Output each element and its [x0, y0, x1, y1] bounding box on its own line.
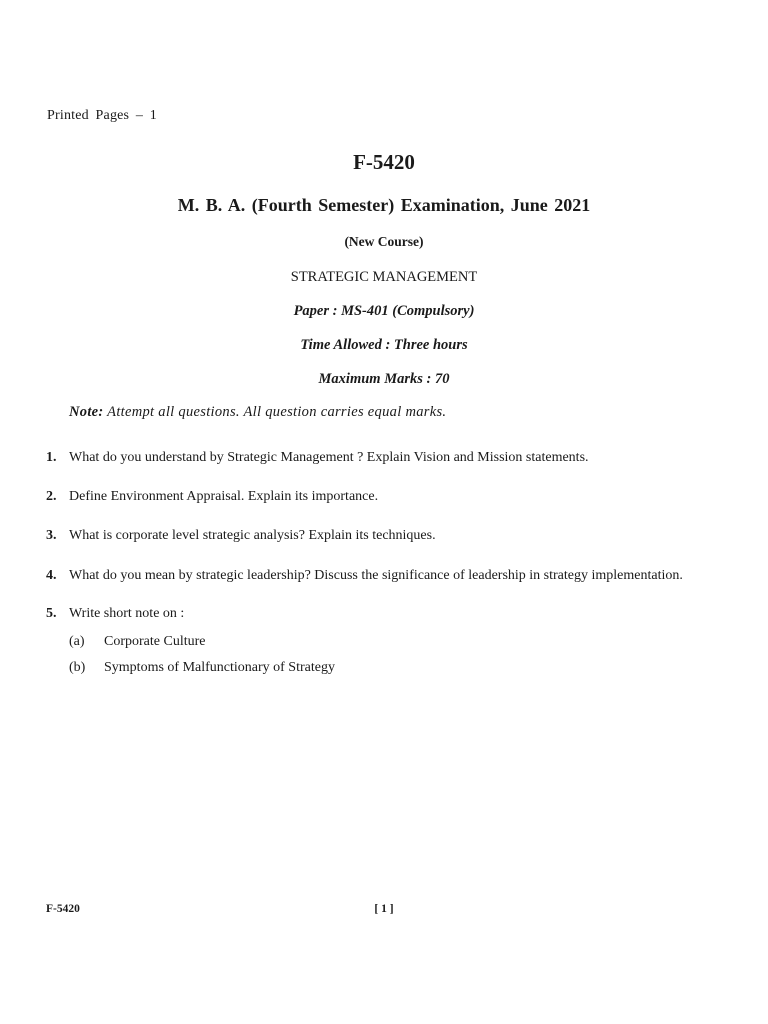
question-3 — [46, 528, 436, 544]
course-label: (New Course) — [344, 234, 424, 249]
question-text: What do you mean by strategic leadership? Discuss the significance of leadership in strategy implementation. — [69, 568, 683, 583]
note-label: Note: — [69, 404, 104, 420]
subpart-text: Corporate Culture — [104, 634, 206, 649]
subpart-label: (b) — [69, 660, 86, 675]
subpart-text: Symptoms of Malfunctionary of Strategy — [104, 660, 335, 675]
question-number: 2. — [46, 489, 57, 504]
time-allowed: Time Allowed : Three hours — [300, 337, 468, 353]
note-text: Attempt all questions. All question carries equal marks. — [103, 404, 447, 420]
question-number: 3. — [46, 528, 57, 543]
footer-paper-code: F-5420 — [46, 903, 80, 915]
subpart-b — [69, 660, 335, 676]
question-number: 4. — [46, 568, 57, 583]
subpart-label: (a) — [69, 634, 85, 649]
exam-title: M. B. A. (Fourth Semester) Examination, June 2021 — [177, 195, 591, 215]
question-2 — [46, 489, 378, 505]
instructions-note — [69, 404, 446, 421]
subpart-a — [69, 634, 205, 650]
subject-title: STRATEGIC MANAGEMENT — [290, 269, 478, 285]
question-1 — [46, 450, 589, 466]
footer-page-number: [ 1 ] — [374, 903, 394, 915]
question-text: What do you understand by Strategic Management ? Explain Vision and Mission statements. — [69, 450, 589, 465]
question-5 — [46, 606, 184, 622]
question-text: What is corporate level strategic analysis? Explain its techniques. — [69, 528, 436, 543]
question-text: Write short note on : — [69, 606, 185, 621]
maximum-marks: Maximum Marks : 70 — [318, 371, 450, 387]
paper-code-title: F-5420 — [353, 150, 415, 174]
question-4 — [46, 568, 683, 584]
printed-pages-count: Printed Pages – 1 — [47, 108, 158, 123]
question-number: 1. — [46, 450, 57, 465]
paper-info: Paper : MS-401 (Compulsory) — [293, 303, 475, 319]
question-number: 5. — [46, 606, 57, 621]
question-text: Define Environment Appraisal. Explain its importance. — [69, 489, 379, 504]
